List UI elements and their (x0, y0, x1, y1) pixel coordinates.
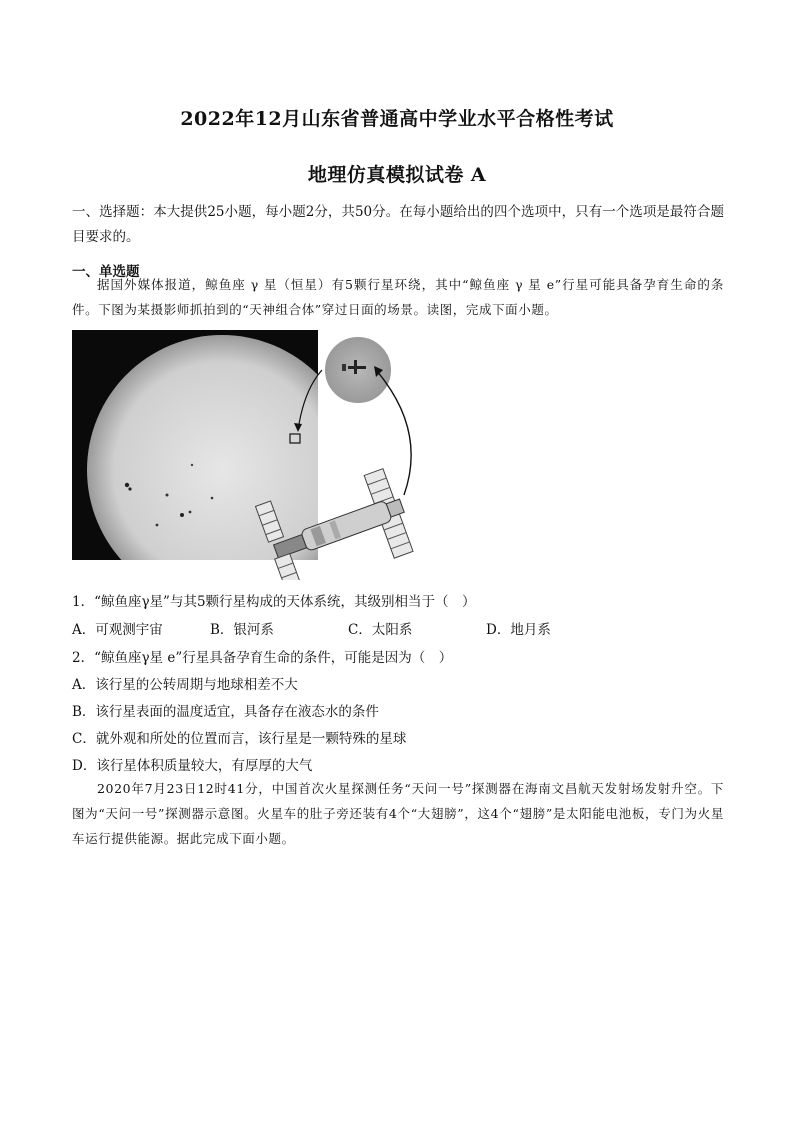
question-2-option-d[interactable]: D．该行星体积质量较大，有厚厚的大气 (72, 758, 313, 774)
question-2-option-b[interactable]: B．该行星表面的温度适宜，具备存在液态水的条件 (72, 704, 379, 720)
question-1-option-c[interactable]: C．太阳系 (348, 622, 413, 638)
exam-subtitle: 地理仿真模拟试卷 A (307, 164, 487, 186)
passage-2: 2020年7月23日12时41分，中国首次火星探测任务“天问一号”探测器在海南文昌航天发射场发射升空。下图为“天问一号”探测器示意图。火星车的肚子旁还装有4个“大翅膀”，这4个“翅膀”是太阳能电池板，专门为火星车运行提供能源。据此完成下面小题。 (72, 781, 724, 846)
question-1-option-a[interactable]: A．可观测宇宙 (72, 622, 163, 638)
question-1-stem: 1．“鲸鱼座γ星”与其5颗行星构成的天体系统，其级别相当于（ ） (72, 594, 476, 610)
sunspot (189, 511, 192, 514)
question-2-option-a[interactable]: A．该行星的公转周期与地球相差不大 (72, 677, 298, 693)
section-instruction: 一、选择题：本大提供25小题，每小题2分，共50分。在每小题给出的四个选项中，只有一个选项是最符合题目要求的。 (72, 204, 724, 245)
question-1-option-b[interactable]: B．银河系 (210, 622, 274, 638)
question-2-option-c[interactable]: C．就外观和所处的位置而言，该行星是一颗特殊的星球 (72, 731, 407, 747)
sunspot (166, 494, 169, 497)
section-heading: 一、单选题 (72, 264, 140, 280)
sunspot (211, 497, 214, 500)
sun-transit-figure (72, 330, 452, 580)
question-1-option-d[interactable]: D．地月系 (486, 622, 551, 638)
sunspot (156, 524, 159, 527)
sunspot (191, 464, 193, 466)
passage-1: 据国外媒体报道，鲸鱼座 γ 星（恒星）有5颗行星环绕，其中“鲸鱼座 γ 星 e”行星可能具备孕育生命的条件。下图为某摄影师抓拍到的“天神组合体”穿过日面的场景。读图，完成下面小题。 (72, 277, 724, 317)
sunspot (180, 513, 184, 517)
sunspot (128, 487, 131, 490)
exam-title: 2022年12月山东省普通高中学业水平合格性考试 (180, 108, 614, 130)
sunspot (125, 483, 129, 487)
question-2-stem: 2．“鲸鱼座γ星 e”行星具备孕育生命的条件，可能是因为（ ） (72, 650, 453, 666)
